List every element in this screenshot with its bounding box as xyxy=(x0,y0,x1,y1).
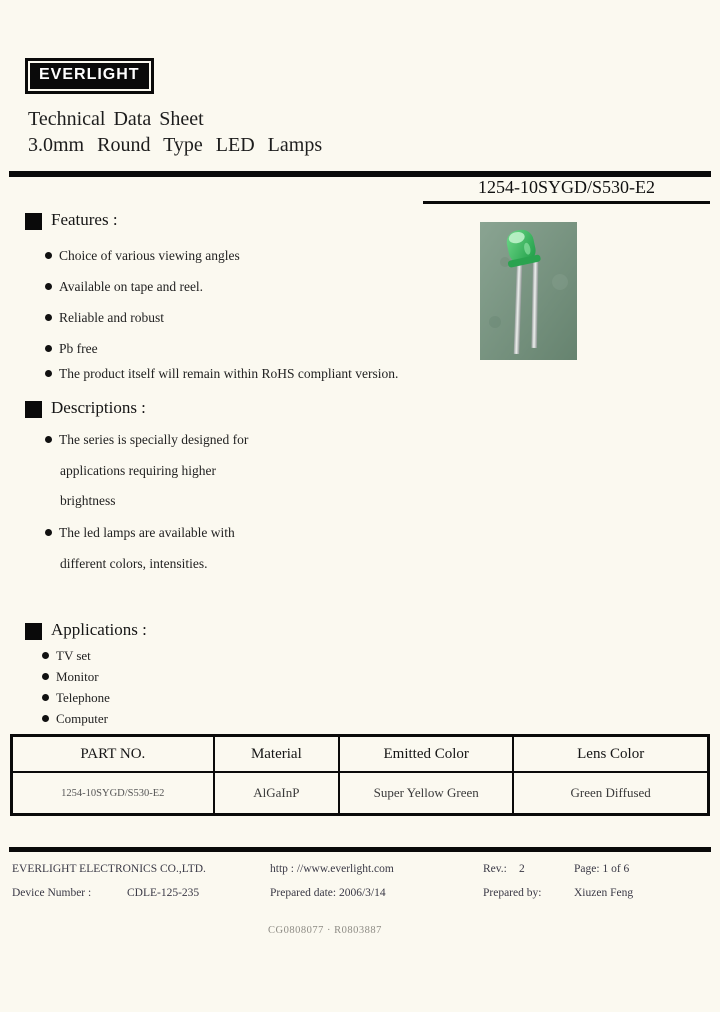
prepared-by-value: Xiuzen Feng xyxy=(574,887,634,899)
website-url: http : //www.everlight.com xyxy=(270,863,394,875)
application-item xyxy=(42,690,110,706)
page-label: Page: xyxy=(574,863,600,875)
cell-lens-color: Green Diffused xyxy=(513,772,708,815)
application-item-label: TV set xyxy=(56,648,91,663)
table-header-row xyxy=(12,736,709,773)
col-header-emitted-color: Emitted Color xyxy=(339,736,513,773)
bullet-dot-icon xyxy=(45,529,52,536)
bullet-dot-icon xyxy=(42,673,49,680)
feature-item-label: Choice of various viewing angles xyxy=(59,248,240,263)
col-header-lens-color: Lens Color xyxy=(513,736,708,773)
everlight-logo xyxy=(25,58,154,94)
bullet-dot-icon xyxy=(45,252,52,259)
feature-item xyxy=(45,310,164,326)
page-indicator xyxy=(574,863,629,875)
application-item xyxy=(42,648,91,664)
bullet-dot-icon xyxy=(42,715,49,722)
feature-item xyxy=(45,279,203,295)
feature-item xyxy=(45,341,98,357)
cell-part-no: 1254-10SYGD/S530-E2 xyxy=(12,772,214,815)
col-header-material: Material xyxy=(214,736,339,773)
feature-item-label: Reliable and robust xyxy=(59,310,164,325)
part-number: 1254-10SYGD/S530-E2 xyxy=(477,177,655,197)
description-line: The led lamps are available with xyxy=(59,525,235,540)
features-heading: Features : xyxy=(51,210,118,229)
bullet-dot-icon xyxy=(45,314,52,321)
description-line: different colors, intensities. xyxy=(60,556,208,571)
footer-divider xyxy=(9,847,711,852)
spec-table xyxy=(10,734,710,816)
application-item xyxy=(42,711,108,727)
prepared-by-label: Prepared by: xyxy=(483,887,542,899)
description-line: The series is specially designed for xyxy=(59,432,249,447)
application-item-label: Computer xyxy=(56,711,108,726)
device-number-value: CDLE-125-235 xyxy=(127,887,200,899)
description-item xyxy=(45,432,248,448)
rev-label: Rev.: xyxy=(483,863,507,875)
feature-item-label: Available on tape and reel. xyxy=(59,279,204,294)
bullet-dot-icon xyxy=(42,652,49,659)
application-item-label: Telephone xyxy=(56,690,110,705)
page-value: 1 of 6 xyxy=(602,863,630,875)
feature-item-label: Pb free xyxy=(59,341,98,356)
description-item xyxy=(45,525,235,541)
logo-text: EVERLIGHT xyxy=(30,63,149,89)
bullet-dot-icon xyxy=(45,436,52,443)
device-number-label: Device Number : xyxy=(12,887,92,899)
table-row xyxy=(12,772,709,815)
bullet-dot-icon xyxy=(45,283,52,290)
cell-emitted-color: Super Yellow Green xyxy=(339,772,513,815)
green-led-photo xyxy=(480,222,577,360)
feature-item xyxy=(45,366,398,382)
applications-heading: Applications : xyxy=(51,620,147,639)
application-item xyxy=(42,669,99,685)
bullet-dot-icon xyxy=(42,694,49,701)
application-item-label: Monitor xyxy=(56,669,99,684)
features-section-marker xyxy=(25,213,42,230)
descriptions-section-marker xyxy=(25,401,42,418)
description-line: applications requiring higher xyxy=(60,463,216,478)
bullet-dot-icon xyxy=(45,345,52,352)
descriptions-heading: Descriptions : xyxy=(51,398,146,417)
feature-item-label: The product itself will remain within RoHS compliant version. xyxy=(59,366,399,381)
part-number-underline xyxy=(423,201,710,204)
bullet-dot-icon xyxy=(45,370,52,377)
cell-material: AlGaInP xyxy=(214,772,339,815)
doc-title: Technical Data Sheet xyxy=(28,108,204,130)
feature-item xyxy=(45,248,240,264)
rev-value: 2 xyxy=(519,863,525,875)
prepared-date: Prepared date: 2006/3/14 xyxy=(270,887,386,899)
company-name: EVERLIGHT ELECTRONICS CO.,LTD. xyxy=(12,863,206,875)
led-lamp-illustration xyxy=(480,222,577,360)
description-line: brightness xyxy=(60,493,116,508)
document-code: CG0808077 · R0803887 xyxy=(268,925,382,936)
applications-section-marker xyxy=(25,623,42,640)
col-header-part-no: PART NO. xyxy=(12,736,214,773)
doc-subtitle: 3.0mm Round Type LED Lamps xyxy=(28,134,323,156)
